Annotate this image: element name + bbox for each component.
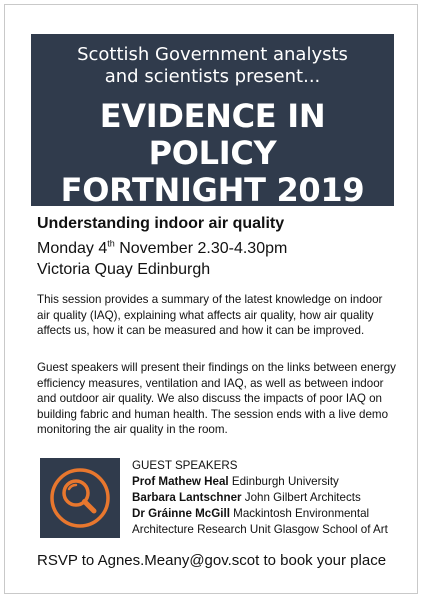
- date-prefix: Monday 4: [37, 240, 108, 257]
- banner-subtitle: [31, 44, 394, 88]
- description-paragraph-2: Guest speakers will present their findings on the links between energy efficiency measures, ventilation and IAQ, as well as between indoor and outdoor air quality. We also discuss the impacts of poor IAQ on building fabric and human health. The session ends with a live demo monitoring the air quality in the room.: [37, 361, 396, 436]
- banner-title: [31, 98, 394, 209]
- session-venue: Victoria Quay Edinburgh: [37, 261, 211, 278]
- speaker-row: [132, 474, 412, 490]
- date-rest: November 2.30-4.30pm: [114, 240, 288, 257]
- event-banner: [31, 34, 394, 209]
- magnifier-icon: [40, 458, 120, 538]
- speaker-row: [132, 490, 412, 506]
- session-title: Understanding indoor air quality: [37, 215, 285, 232]
- speaker-affiliation: John Gilbert Architects: [241, 491, 361, 504]
- speaker-affiliation: Mackintosh Environmental: [229, 507, 370, 520]
- banner-title-line1: EVIDENCE IN POLICY: [99, 97, 326, 172]
- speaker-affiliation: Edinburgh University: [228, 475, 339, 488]
- banner-subtitle-line1: Scottish Government analysts: [77, 44, 348, 65]
- session-date: [37, 239, 287, 259]
- description-paragraph-1: This session provides a summary of the latest knowledge on indoor air quality (IAQ), explaining what affects air quality, how air quality affects us, how it can be measured and how it can be improved.: [37, 293, 383, 337]
- banner-subtitle-line2: and scientists present...: [104, 66, 321, 87]
- rsvp-line: RSVP to Agnes.Meany@gov.scot to book your place: [37, 552, 387, 569]
- guest-speakers: [132, 458, 412, 538]
- date-ordinal: th: [107, 238, 115, 249]
- speakers-heading: GUEST SPEAKERS: [132, 459, 238, 472]
- speaker-name: Dr Gráinne McGill: [132, 507, 230, 520]
- speaker-name: Barbara Lantschner: [132, 491, 242, 504]
- speaker-affiliation-continued: Architecture Research Unit Glasgow School of Art: [132, 523, 388, 536]
- speaker-row: [132, 506, 412, 522]
- speaker-name: Prof Mathew Heal: [132, 475, 229, 488]
- banner-title-line2: FORTNIGHT 2019: [60, 171, 365, 209]
